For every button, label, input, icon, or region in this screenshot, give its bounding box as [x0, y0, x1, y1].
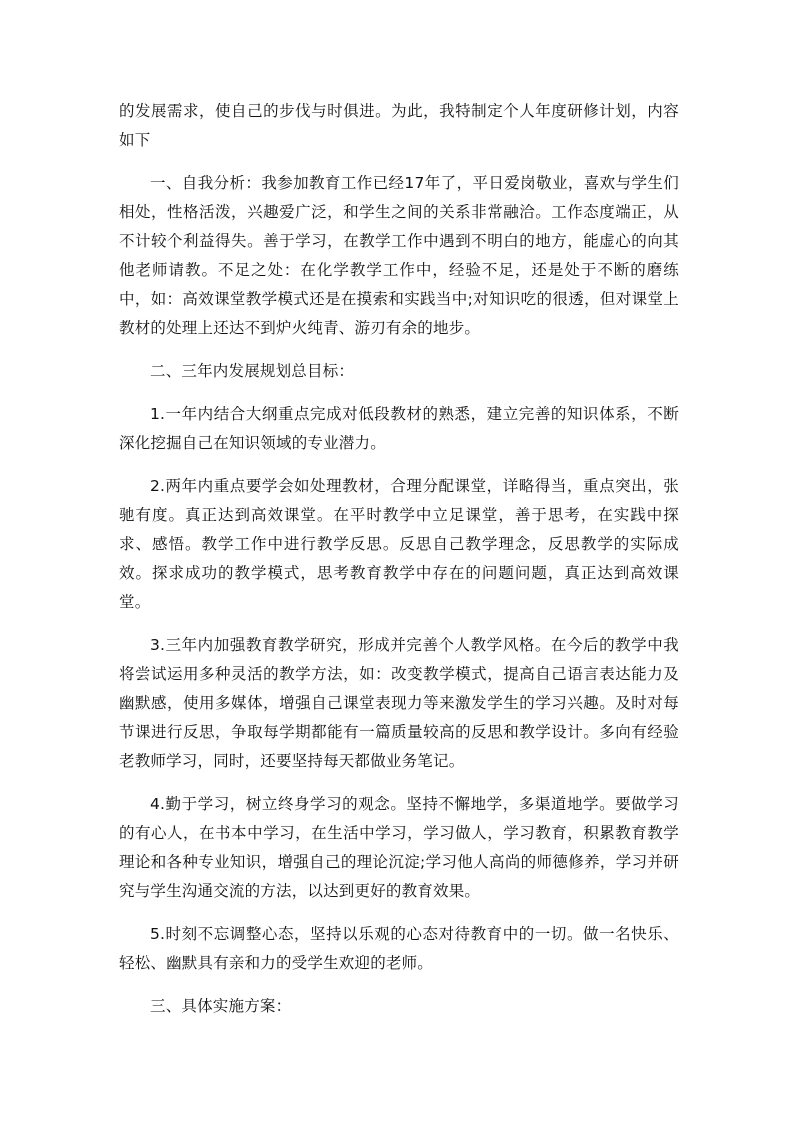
goal-item-1: 1.一年内结合大纲重点完成对低段教材的熟悉，建立完善的知识体系，不断深化挖掘自己在知识领域的专业潜力。 [119, 405, 679, 452]
section-heading-implementation: 三、具体实施方案： [150, 997, 292, 1015]
section-heading-goals: 二、三年内发展规划总目标： [150, 362, 355, 380]
intro-paragraph: 的发展需求，使自己的步伐与时俱进。为此，我特制定个人年度研修计划，内容如下 [119, 102, 679, 149]
goal-item-4: 4.勤于学习，树立终身学习的观念。坚持不懈地学，多渠道地学。要做学习的有心人，在书本中学习，在生活中学习，学习做人，学习教育，积累教育教学理论和各种专业知识，增强自己的理论沉淀;学习他人高尚的师德修养，学习并研究与学生沟通交流的方法，以达到更好的教育效果。 [119, 795, 679, 900]
goal-item-2: 2.两年内重点要学会如处理教材，合理分配课堂，详略得当，重点突出，张驰有度。真正达到高效课堂。在平时教学中立足课堂，善于思考，在实践中探求、感悟。教学工作中进行教学反思。反思自己教学理念，反思教学的实际成效。探求成功的教学模式，思考教育教学中存在的问题问题，真正达到高效课堂。 [119, 477, 679, 611]
self-analysis-paragraph: 一、自我分析：我参加教育工作已经17年了，平日爱岗敬业，喜欢与学生们相处，性格活泼，兴趣爱广泛，和学生之间的关系非常融洽。工作态度端正，从不计较个利益得失。善于学习，在教学工作中遇到不明白的地方，能虚心的向其他老师请教。不足之处：在化学教学工作中，经验不足，还是处于不断的磨练中，如：高效课堂教学模式还是在摸索和实践当中;对知识吃的很透，但对课堂上教材的处理上还达不到炉火纯青、游刃有余的地步。 [119, 174, 679, 337]
goal-item-3: 3.三年内加强教育教学研究，形成并完善个人教学风格。在今后的教学中我将尝试运用多种灵活的教学方法，如：改变教学模式，提高自己语言表达能力及幽默感，使用多媒体，增强自己课堂表现力等来激发学生的学习兴趣。及时对每节课进行反思，争取每学期都能有一篇质量较高的反思和教学设计。多向有经验老教师学习，同时，还要坚持每天都做业务笔记。 [119, 636, 679, 770]
document-body [119, 97, 679, 1035]
goal-item-5: 5.时刻不忘调整心态，坚持以乐观的心态对待教育中的一切。做一名快乐、轻松、幽默具有亲和力的受学生欢迎的老师。 [119, 925, 679, 972]
